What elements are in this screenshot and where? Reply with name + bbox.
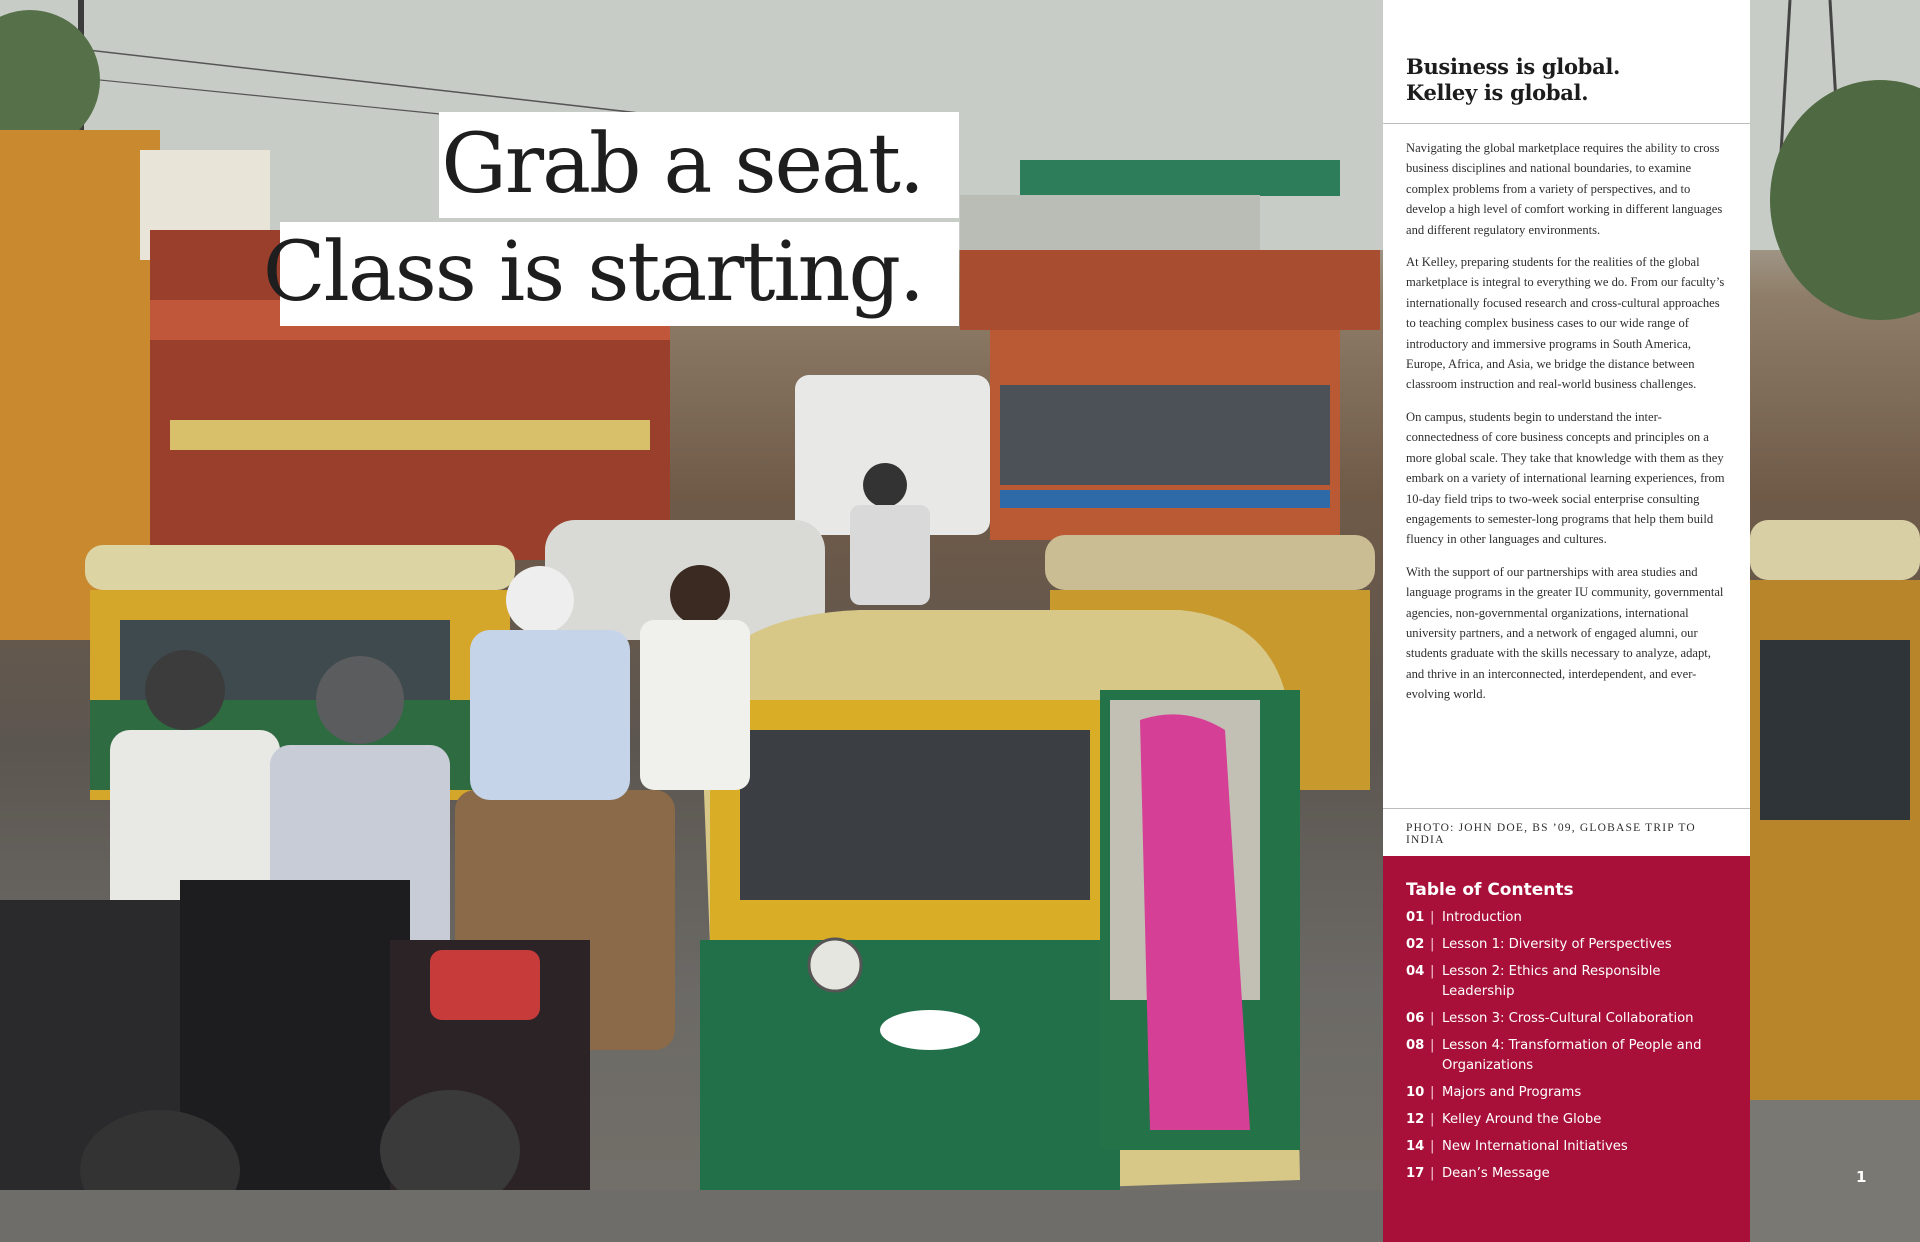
toc-item-lesson-2[interactable] [1406,962,1736,1002]
intro-body-text [1406,138,1730,717]
toc-item-lesson-1[interactable] [1406,935,1736,955]
toc-separator: | [1430,1038,1435,1053]
toc-separator: | [1430,964,1435,979]
toc-page-number: 04 [1406,964,1425,979]
toc-separator: | [1430,1139,1435,1154]
toc-item-label: Introduction [1442,910,1522,925]
toc-separator: | [1430,937,1435,952]
intro-side-panel [1383,0,1750,890]
toc-separator: | [1430,1112,1435,1127]
body-paragraph: With the support of our partnerships with area studies and language programs in the greater IU community, governmental agencies, non-governmental organizations, international university partners, and a network of engaged alumni, our students graduate with the skills necessary to analyze, adapt, and thrive in an interconnected, interdependent, and ever-evolving world. [1406,564,1724,702]
toc-separator: | [1430,1011,1435,1026]
toc-item-label: Lesson 3: Cross-Cultural Collaboration [1442,1011,1694,1026]
side-title-line1: Business is global. [1406,54,1621,79]
side-panel-title [1406,54,1736,106]
side-title-line2: Kelley is global. [1406,80,1589,105]
toc-list [1406,908,1736,1191]
body-paragraph: On campus, students begin to understand the inter-connectedness of core business concepts and principles on a more global scale. They take that knowledge with them as they embark on a variety of international learning experiences, from 10-day field trips to two-week social enterprise consulting engagements to semester-long programs that help them build fluency in other languages and cultures. [1406,409,1725,547]
headline-box-line2 [262,222,959,326]
body-paragraph: Navigating the global marketplace requires the ability to cross business disciplines and national boundaries, to examine complex problems from a variety of perspectives, and to develop a high level of comfort working in different languages and different regulatory environments. [1406,141,1723,237]
toc-item-label: Lesson 1: Diversity of Perspectives [1442,937,1672,952]
headline-line2: Class is starting. [262,225,923,320]
photo-credit: PHOTO: JOHN DOE, BS ’09, GLOBASE TRIP TO INDIA [1406,822,1696,846]
toc-item-introduction[interactable] [1406,908,1736,928]
toc-item-label: Kelley Around the Globe [1442,1112,1602,1127]
toc-item-lesson-4[interactable] [1406,1036,1736,1076]
toc-item-around-globe[interactable] [1406,1110,1736,1130]
divider-bottom [1383,808,1750,809]
toc-page-number: 14 [1406,1139,1425,1154]
table-of-contents [1383,856,1750,1242]
toc-separator: | [1430,1166,1435,1181]
toc-separator: | [1430,910,1435,925]
toc-page-number: 10 [1406,1085,1425,1100]
toc-item-new-initiatives[interactable] [1406,1137,1736,1157]
toc-page-number: 08 [1406,1038,1425,1053]
headline-line1: Grab a seat. [441,117,923,212]
toc-title: Table of Contents [1406,880,1574,900]
headline-box-line1 [439,112,959,218]
toc-item-deans-message[interactable] [1406,1164,1736,1184]
toc-item-label: Majors and Programs [1442,1085,1582,1100]
toc-item-label: Lesson 4: Transformation of People and Organizations [1442,1038,1702,1073]
toc-item-lesson-3[interactable] [1406,1009,1736,1029]
toc-item-label: New International Initiatives [1442,1139,1628,1154]
page-number: 1 [1856,1168,1867,1186]
toc-separator: | [1430,1085,1435,1100]
toc-item-label: Dean’s Message [1442,1166,1550,1181]
toc-page-number: 12 [1406,1112,1425,1127]
toc-item-majors[interactable] [1406,1083,1736,1103]
toc-page-number: 01 [1406,910,1425,925]
toc-page-number: 17 [1406,1166,1425,1181]
body-paragraph: At Kelley, preparing students for the realities of the global marketplace is integral to everything we do. From our faculty’s internationally focused research and cross-cultural approaches to teaching complex business cases to our wide range of introductory and immersive programs in South America, Europe, Africa, and Asia, we bridge the distance between classroom instruction and real-world business challenges. [1406,255,1725,392]
toc-page-number: 02 [1406,937,1425,952]
toc-item-label: Lesson 2: Ethics and Responsible Leadership [1442,964,1661,999]
divider-top [1383,123,1750,124]
toc-page-number: 06 [1406,1011,1425,1026]
